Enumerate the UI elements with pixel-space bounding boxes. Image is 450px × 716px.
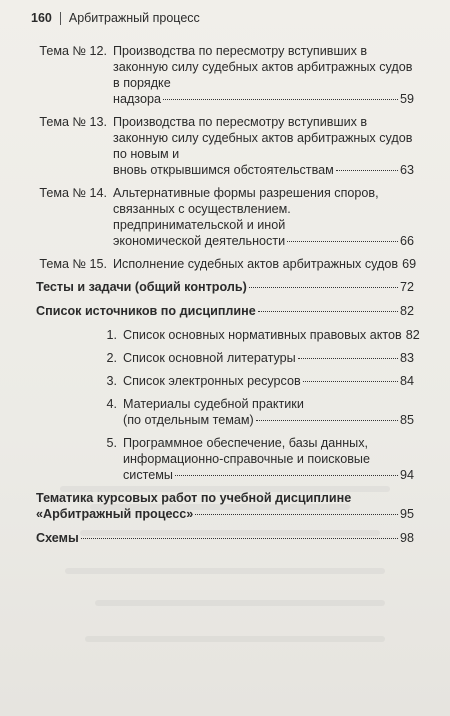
toc-entry-theme-14[interactable]	[36, 185, 414, 249]
dot-leader	[163, 99, 398, 100]
item-index: 3.	[106, 374, 117, 388]
section-title: Тесты и задачи (общий контроль)	[36, 280, 247, 294]
entry-text-line: силу судебных актов арбитражных судов в порядке	[113, 60, 413, 90]
toc-entry-source-2[interactable]	[36, 350, 414, 366]
theme-label: Тема № 14.	[39, 186, 107, 200]
bleed-through-line	[90, 504, 350, 510]
item-index: 2.	[106, 351, 117, 365]
entry-text-line: Исполнение судебных актов арбитражных судов	[113, 257, 399, 271]
dot-leader	[81, 538, 398, 539]
entry-text-line: надзора	[113, 92, 161, 106]
table-of-contents	[36, 43, 420, 554]
item-index: 5.	[106, 436, 117, 450]
entry-text-line: экономической деятельности	[113, 234, 286, 248]
dot-leader	[256, 420, 398, 421]
theme-label: Тема № 13.	[39, 115, 107, 129]
entry-text-line: Список основной литературы	[123, 351, 296, 365]
entry-text-line: Производства по пересмотру вступивших в законную	[113, 44, 368, 74]
dot-leader	[298, 358, 398, 359]
entry-page-number: 94	[399, 468, 414, 482]
entry-text-line: Список электронных ресурсов	[123, 374, 301, 388]
header-divider	[60, 12, 61, 25]
entry-text-line: информационно-справочные и поисковые	[123, 452, 370, 466]
toc-entry-sources[interactable]	[36, 303, 414, 319]
toc-entry-source-4[interactable]	[36, 396, 414, 428]
entry-page-number: 69	[402, 257, 417, 271]
entry-page-number: 85	[399, 413, 414, 427]
dot-leader	[336, 170, 398, 171]
entry-text-line: Альтернативные формы разрешения споров, связанных	[113, 186, 379, 216]
dot-leader	[258, 311, 398, 312]
page-number: 160	[31, 11, 52, 25]
toc-entry-theme-12[interactable]	[36, 43, 414, 107]
toc-entry-theme-15[interactable]	[36, 256, 417, 272]
entry-text-line: Программное обеспечение, базы данных,	[123, 436, 368, 450]
bleed-through-line	[85, 636, 385, 642]
toc-entry-source-3[interactable]	[36, 373, 414, 389]
theme-label: Тема № 15.	[39, 257, 107, 271]
bleed-through-line	[60, 486, 390, 492]
item-index: 4.	[106, 397, 117, 411]
entry-text-line: Материалы судебной практики	[123, 397, 304, 411]
running-title: Арбитражный процесс	[68, 11, 200, 25]
entry-text-line: с осуществлением. предпринимательской и иной	[113, 202, 291, 232]
entry-page-number: 82	[399, 304, 414, 318]
section-title: Список источников по дисциплине	[36, 304, 256, 318]
entry-page-number: 72	[399, 280, 414, 294]
bleed-through-line	[95, 600, 385, 606]
bleed-through-line	[65, 568, 385, 574]
running-header	[31, 10, 200, 26]
entry-text-line: Производства по пересмотру вступивших в законную	[113, 115, 368, 145]
entry-page-number: 59	[399, 92, 414, 106]
dot-leader	[287, 241, 398, 242]
dot-leader	[303, 381, 398, 382]
entry-text-line: вновь открывшимся обстоятельствам	[113, 163, 334, 177]
item-index: 1.	[106, 328, 117, 342]
theme-label: Тема № 12.	[39, 44, 107, 58]
toc-entry-theme-13[interactable]	[36, 114, 414, 178]
section-title: Схемы	[36, 531, 79, 545]
dot-leader	[249, 287, 398, 288]
entry-text-line: Список основных нормативных правовых актов	[123, 328, 402, 342]
entry-page-number: 82	[405, 328, 420, 342]
bleed-through-line	[80, 530, 380, 536]
toc-entry-source-5[interactable]	[36, 435, 414, 483]
dot-leader	[175, 475, 398, 476]
entry-page-number: 95	[399, 507, 414, 521]
entry-text-line: (по отдельным темам)	[123, 413, 254, 427]
dot-leader	[195, 514, 398, 515]
entry-page-number: 83	[399, 351, 414, 365]
toc-entry-source-1[interactable]	[36, 327, 420, 343]
entry-page-number: 98	[399, 531, 414, 545]
entry-page-number: 66	[399, 234, 414, 248]
section-title: Тематика курсовых работ по учебной дисциплине	[36, 491, 352, 505]
entry-page-number: 84	[399, 374, 414, 388]
entry-page-number: 63	[399, 163, 414, 177]
toc-entry-tests[interactable]	[36, 279, 414, 295]
section-title: «Арбитражный процесс»	[36, 507, 194, 521]
entry-text-line: системы	[123, 468, 173, 482]
entry-text-line: силу судебных актов арбитражных судов по новым и	[113, 131, 413, 161]
